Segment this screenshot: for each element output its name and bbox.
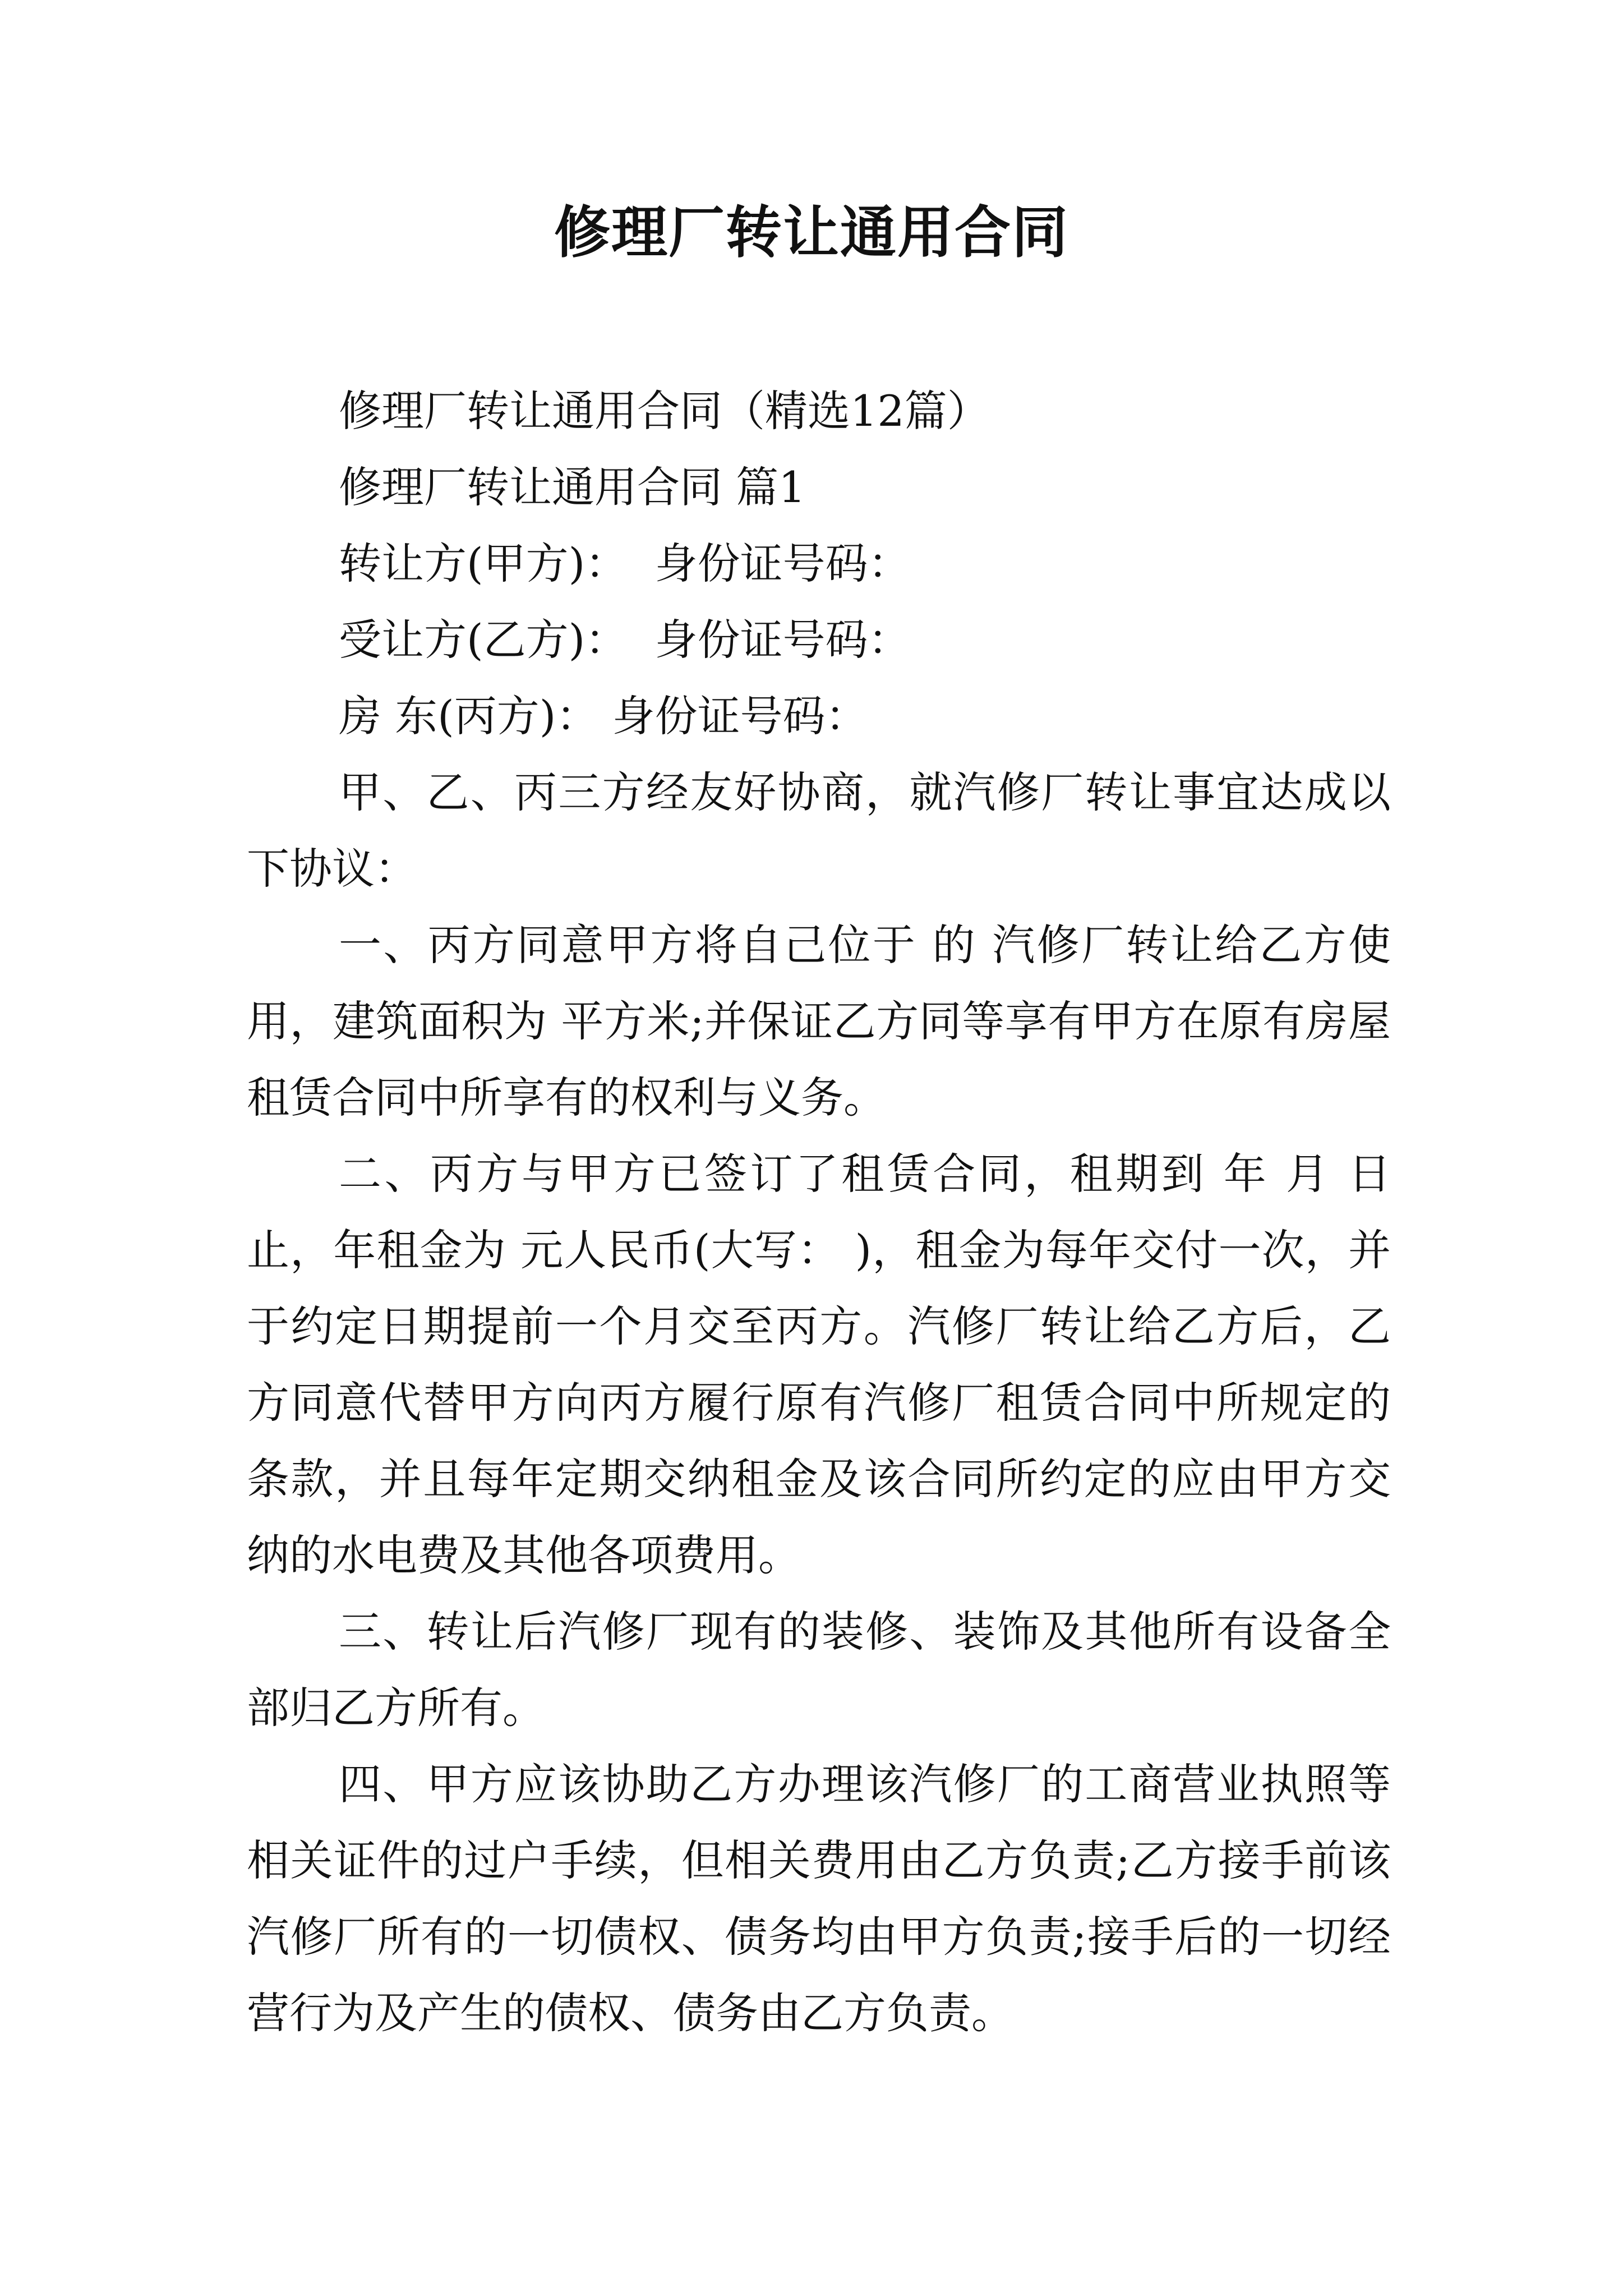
paragraph-party-c: 房 东(丙方)： 身份证号码： [339, 691, 868, 741]
paragraph-preamble: 甲、乙、丙三方经友好协商，就汽修厂转让事宜达成以下协议： [247, 767, 1391, 894]
document-title: 修理厂转让通用合同 [554, 200, 1069, 265]
paragraph-party-a: 转让方(甲方)： 身份证号码： [339, 539, 911, 588]
paragraph-party-b: 受让方(乙方)： 身份证号码： [339, 615, 911, 665]
document-body [247, 373, 1391, 2051]
paragraph-collection-title: 修理厂转让通用合同（精选12篇） [339, 386, 990, 436]
paragraph-clause-4: 四、甲方应该协助乙方办理该汽修厂的工商营业执照等相关证件的过户手续，但相关费用由乙方负责;乙方接手前该汽修厂所有的一切债权、债务均由甲方负责;接手后的一切经营行为及产生的债权、债务由乙方负责。 [247, 1759, 1391, 2038]
paragraph-section-heading: 修理厂转让通用合同 篇1 [339, 462, 806, 512]
paragraph-clause-1: 一、丙方同意甲方将自己位于 的 汽修厂转让给乙方使用，建筑面积为 平方米;并保证乙方同等享有甲方在原有房屋租赁合同中所享有的权利与义务。 [247, 920, 1391, 1122]
paragraph-clause-3: 三、转让后汽修厂现有的装修、装饰及其他所有设备全部归乙方所有。 [247, 1607, 1391, 1733]
paragraph-clause-2: 二、丙方与甲方已签订了租赁合同，租期到 年 月 日止，年租金为 元人民币(大写： )，租金为每年交付一次，并于约定日期提前一个月交至丙方。汽修厂转让给乙方后，乙方同意代替甲方向丙方履行原有汽修厂租赁合同中所规定的条款，并且每年定期交纳租金及该合同所约定的应由甲方交纳的水电费及其他各项费用。 [247, 1149, 1391, 1580]
